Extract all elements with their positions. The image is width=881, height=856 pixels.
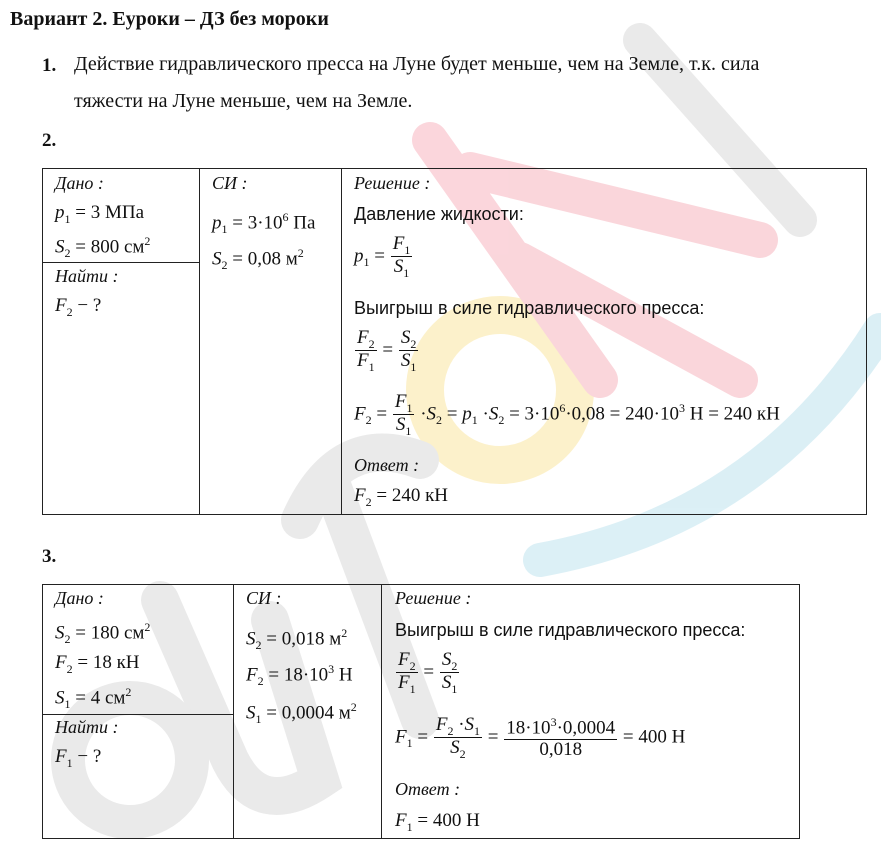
task2-given-s2: $S_2 = 800$ $см^2$	[55, 234, 151, 261]
task2-given-label: Дано :	[55, 173, 104, 193]
task3-formula-ratio: $\frac{F_2}{F_1}$ = $\frac{S_2}{S_1}$	[398, 649, 458, 697]
task3-solution-label: Решение :	[395, 588, 472, 608]
task2-formula-ratio: $\frac{F_2}{F_1}$ = $\frac{S_2}{S_1}$	[357, 327, 417, 375]
task3-divider-given	[42, 714, 233, 715]
task2-divider-2	[341, 168, 342, 515]
task1-line1: Действие гидравлического пресса на Луне будет меньше, чем на Земле, т.к. сила	[74, 53, 760, 75]
task3-given-label: Дано :	[55, 588, 104, 608]
task2-si-s2: $S_2 = 0,08$ $м^2$	[212, 246, 304, 273]
task3-si-f2: $F_2 = 18\cdot 10^3$ Н	[246, 662, 353, 689]
task3-divider-1	[233, 584, 234, 839]
task2-formula-pressure: $p_1$ = $\frac{F_1}{S_1}$	[354, 233, 411, 281]
page-title: Вариант 2. Еуроки – ДЗ без мороки	[10, 8, 329, 30]
task2-divider-given	[42, 262, 199, 263]
task1-line2: тяжести на Луне меньше, чем на Земле.	[74, 90, 413, 112]
task2-find-f2: $F_2$ − ?	[55, 295, 102, 319]
task2-number: 2.	[42, 130, 57, 151]
task3-given-f2: $F_2 = 18$ кН	[55, 652, 140, 676]
task3-text-gain: Выигрыш в силе гидравлического пресса:	[395, 620, 746, 640]
task2-divider-1	[199, 168, 200, 515]
task3-answer-label: Ответ :	[395, 779, 461, 799]
task3-number: 3.	[42, 546, 57, 567]
task2-solution-label: Решение :	[354, 173, 431, 193]
task3-answer: $F_1 = 400$ Н	[395, 810, 480, 834]
task3-given-s1: $S_1 = 4$ $см^2$	[55, 685, 132, 712]
task3-formula-calc: $F_1$ = $\frac{F_2 \cdot S_1}{S_2}$ = $\frac{18\cdot 10^3\cdot 0,0004}{0,018}$ = 400 Н	[395, 714, 686, 762]
task3-si-s2: $S_2 = 0,018$ $м^2$	[246, 626, 348, 653]
task3-find-label: Найти :	[55, 717, 119, 737]
task3-find-f1: $F_1$ − ?	[55, 746, 102, 770]
task2-text-gain: Выигрыш в силе гидравлического пресса:	[354, 298, 705, 318]
task2-answer-label: Ответ :	[354, 455, 420, 475]
task2-si-label: СИ :	[212, 173, 248, 193]
task2-text-pressure: Давление жидкости:	[354, 204, 524, 224]
task2-si-p1: $p_1 = 3\cdot 10^6$ Па	[212, 210, 316, 237]
task1-number: 1.	[42, 55, 57, 76]
task3-si-label: СИ :	[246, 588, 282, 608]
task3-given-s2: $S_2 = 180$ $см^2$	[55, 620, 151, 647]
task2-formula-calc: $F_2$ = $\frac{F_1}{S_1}$ $\cdot S_2 = p_1 \cdot S_2 = 3\cdot 10^6\cdot 0,08 = 240\cdot 10^3$ Н = 240 кН	[354, 391, 780, 439]
task2-answer: $F_2 = 240$ кН	[354, 485, 449, 509]
task3-divider-2	[381, 584, 382, 839]
task2-find-label: Найти :	[55, 266, 119, 286]
task2-given-p1: $p_1 = 3$ МПа	[55, 202, 145, 226]
task3-si-s1: $S_1 = 0,0004$ $м^2$	[246, 700, 357, 727]
